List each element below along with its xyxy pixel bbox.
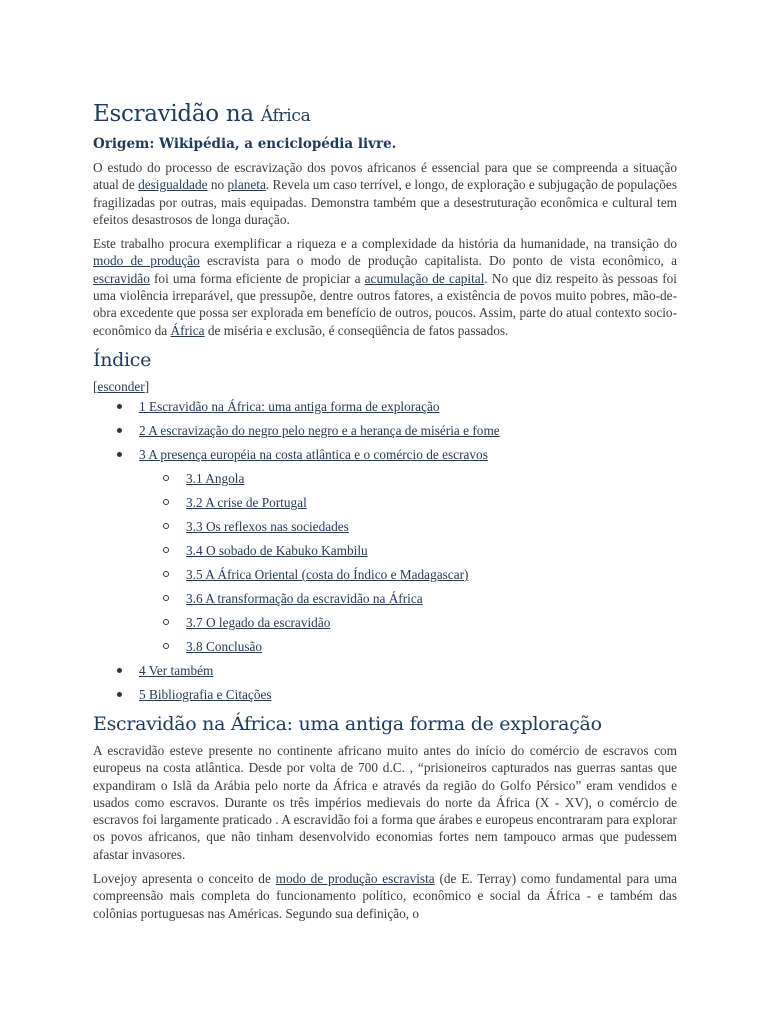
- text-run: O estudo do processo de escravização dos povos africanos é essencial para que se compreenda a situação atual de: [93, 160, 677, 193]
- text-run: A escravidão esteve presente no continente africano muito antes do início do comércio de escravos com europeus na costa atlântica. Desde por volta de 700 d.C. , “prisioneiros capturados nas guerras santas que expandiram o Islã da Arábia pelo norte da África e através da região do Golfo Pérsico” eram vendidos e usados como escravos. Durante os três impérios medievais do norte da África (X - XV), o comércio de escravos foi largamente praticado . A escravidão foi a forma que árabes e europeus encontraram para explorar os povos africanos, que não tinham desenvolvido economias fortes nem tampouco armas que pudessem afastar invasores.: [93, 742, 677, 862]
- toc-link[interactable]: 3.2 A crise de Portugal: [186, 494, 307, 510]
- text-run: escravista para o modo de produção capitalista. Do ponto de vista econômico, a: [199, 253, 678, 269]
- inline-link[interactable]: escravidão: [93, 270, 150, 286]
- toc-link[interactable]: 2 A escravização do negro pelo negro e a herança de miséria e fome: [139, 422, 500, 438]
- text-run: Lovejoy apresenta o conceito de: [93, 871, 276, 887]
- title-main: Escravidão na: [93, 101, 261, 127]
- text-run: de miséria e exclusão, é conseqüência de fatos passados.: [204, 322, 509, 338]
- toc-item: [93, 614, 677, 638]
- toc-toggle: [93, 378, 677, 395]
- text-run: (de E. Terray) como fundamental para uma compreensão mais completa do funcionamento político, econômico e social da África - e também das colônias portuguesas nas Américas. Segundo sua definição, o: [93, 871, 677, 921]
- toc-link[interactable]: 3.1 Angola: [186, 470, 245, 486]
- toc-item: [93, 638, 677, 662]
- source-subtitle: Origem: Wikipédia, a enciclopédia livre.: [93, 136, 397, 152]
- text-run: foi uma forma eficiente de propiciar a: [149, 270, 365, 286]
- toc-link[interactable]: 1 Escravidão na África: uma antiga forma de exploração: [139, 398, 440, 414]
- inline-link[interactable]: planeta: [227, 177, 266, 193]
- toc-link[interactable]: 5 Bibliografia e Citações: [139, 686, 272, 702]
- title-small: África: [260, 106, 311, 126]
- intro-paragraph-1: [93, 159, 677, 228]
- toc-item: [93, 446, 677, 470]
- toc-link[interactable]: 3.8 Conclusão: [186, 638, 263, 654]
- toc-item: [93, 686, 677, 710]
- toc-item: [93, 470, 677, 494]
- toc-item: [93, 542, 677, 566]
- toc-link[interactable]: 3.6 A transformação da escravidão na África: [186, 590, 423, 606]
- text-run: . No que diz respeito às pessoas foi uma violência irreparável, que pressupõe, dentre outros fatores, a existência de povos muito pobres, mão-de-obra excedente que possa ser explorada em benefício de outros, poucos. Assim, parte do atual contexto socio-econômico da: [93, 270, 677, 338]
- toc-item: [93, 566, 677, 590]
- toc-link[interactable]: 3.7 O legado da escravidão: [186, 614, 331, 630]
- inline-link[interactable]: acumulação de capital: [364, 270, 485, 286]
- toc-item: [93, 518, 677, 542]
- toc-hide-link[interactable]: esconder: [97, 378, 145, 394]
- toc-link[interactable]: 3.5 A África Oriental (costa do Índico e Madagascar): [186, 566, 469, 582]
- toc-item: [93, 590, 677, 614]
- toc-toggle-open: [: [93, 378, 98, 394]
- toc-link[interactable]: 3.4 O sobado de Kabuko Kambilu: [186, 542, 368, 558]
- text-run: no: [207, 177, 228, 193]
- toc-item: [93, 494, 677, 518]
- toc-heading: Índice: [93, 348, 152, 371]
- toc-link[interactable]: 4 Ver também: [139, 662, 214, 678]
- toc-link[interactable]: 3.3 Os reflexos nas sociedades: [186, 518, 349, 534]
- inline-link[interactable]: desigualdade: [138, 177, 208, 193]
- toc-item: [93, 398, 677, 422]
- toc-link[interactable]: 3 A presença européia na costa atlântica e o comércio de escravos: [139, 446, 488, 462]
- article-title: [93, 98, 677, 132]
- section-heading: Escravidão na África: uma antiga forma de exploração: [93, 712, 602, 735]
- inline-link[interactable]: modo de produção escravista: [275, 871, 435, 887]
- section-paragraph-1: [93, 742, 677, 863]
- toc-item: [93, 422, 677, 446]
- text-run: Este trabalho procura exemplificar a riqueza e a complexidade da história da humanidade, na transição do: [93, 236, 677, 252]
- section-paragraph-2: [93, 870, 677, 922]
- intro-paragraph-2: [93, 235, 677, 339]
- toc-item: [93, 662, 677, 686]
- toc-list: [93, 398, 677, 710]
- inline-link[interactable]: África: [170, 322, 205, 338]
- article-body: [93, 98, 677, 929]
- toc-toggle-close: ]: [144, 378, 150, 394]
- text-run: . Revela um caso terrível, e longo, de exploração e subjugação de populações fragilizadas por outras, mais equipadas. Demonstra também que a desestruturação econômica e cultural tem efeitos desastrosos de longa duração.: [93, 177, 678, 227]
- inline-link[interactable]: modo de produção: [93, 253, 200, 269]
